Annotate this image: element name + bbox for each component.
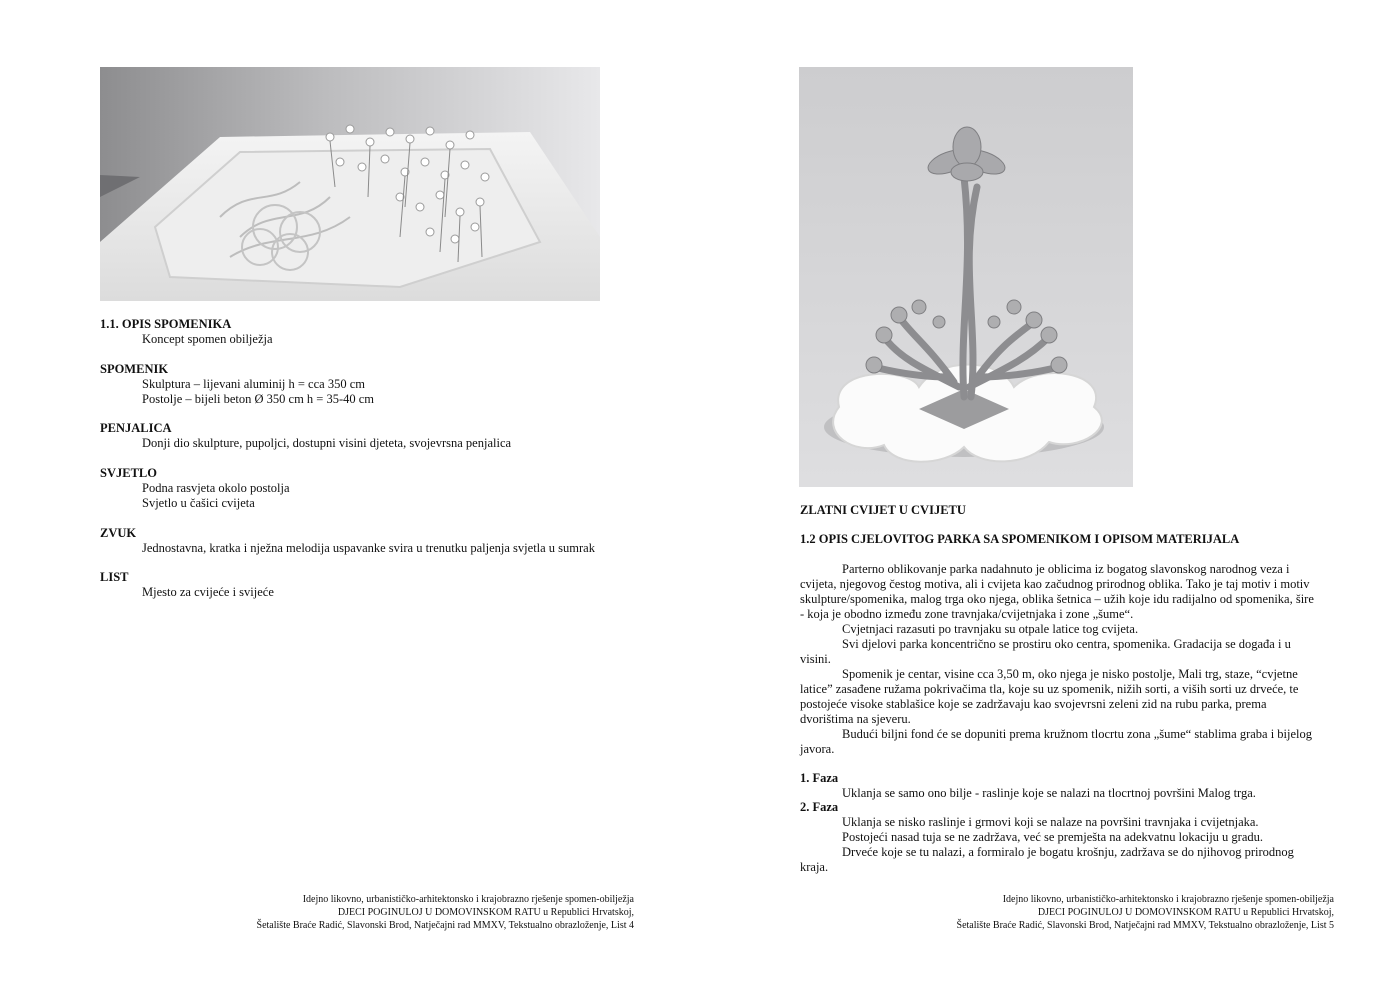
footer-line: Šetalište Braće Radić, Slavonski Brod, Natječajni rad MMXV, Tekstualno obrazloženje, List 4: [256, 920, 634, 931]
paragraph-line: skulpture/spomenika, malog trga oko njega, oblika šetnica – užih koje idu radijalno od spomenika, šire: [800, 592, 1314, 606]
phase-2-line: Uklanja se nisko raslinje i grmovi koji se nalaze na površini travnjaka i cvijetnjaka.: [842, 815, 1259, 829]
zvuk-line: Jednostavna, kratka i nježna melodija uspavanke svira u trenutku paljenja svjetla u sumrak: [142, 541, 595, 555]
paragraph-line: latice” zasađene ružama pokrivačima tla, koje su uz spomenik, nižih sorti, a viših sorti uz drveće, te: [800, 682, 1299, 696]
paragraph-line: dvorištima na sjeveru.: [800, 712, 911, 726]
paragraph-line: Svi djelovi parka koncentrično se prostiru oko centra, spomenika. Gradacija se događa i u: [842, 637, 1291, 651]
paragraph-line: Parterno oblikovanje parka nadahnuto je oblicima iz bogatog slavonskog narodnog veza i: [842, 562, 1290, 576]
footer-line: DJECI POGINULOJ U DOMOVINSKOM RATU u Republici Hrvatskoj,: [1037, 907, 1334, 918]
svjetlo-line: Svjetlo u čašici cvijeta: [142, 496, 255, 510]
footer-line: DJECI POGINULOJ U DOMOVINSKOM RATU u Republici Hrvatskoj,: [337, 907, 634, 918]
phase-2-line: kraja.: [800, 860, 829, 874]
paragraph-line: postojeće visoke stablašice koje se zadržavaju kao svojevrsni zeleni zid na rubu parka, prema: [800, 697, 1267, 711]
section-heading-opis-parka: 1.2 OPIS CJELOVITOG PARKA SA SPOMENIKOM I OPISOM MATERIJALA: [800, 532, 1240, 546]
penjalica-line: Donji dio skulpture, pupoljci, dostupni visini djeteta, svojevrsna penjalica: [142, 436, 512, 450]
concept-subheading: Koncept spomen obilježja: [142, 332, 273, 346]
svjetlo-line: Podna rasvjeta okolo postolja: [142, 481, 290, 495]
spomenik-line: Skulptura – lijevani aluminij h = cca 350 cm: [142, 377, 365, 391]
section-title-penjalica: PENJALICA: [100, 421, 172, 435]
list-line: Mjesto za cvijeće i svijeće: [142, 585, 274, 599]
phase-2-title: 2. Faza: [800, 800, 839, 814]
section-title-spomenik: SPOMENIK: [100, 362, 169, 376]
sculpture-caption: ZLATNI CVIJET U CVIJETU: [800, 503, 966, 517]
paragraph-line: visini.: [800, 652, 831, 666]
paragraph-line: javora.: [800, 742, 835, 756]
section-title-list: LIST: [100, 570, 129, 584]
phase-1-line: Uklanja se samo ono bilje - raslinje koje se nalazi na tlocrtnoj površini Malog trga.: [842, 786, 1256, 800]
spomenik-line: Postolje – bijeli beton Ø 350 cm h = 35-40 cm: [142, 392, 375, 406]
phase-2-line: Drveće koje se tu nalazi, a formiralo je bogatu krošnju, zadržava se do njihovog prirodnog: [842, 845, 1294, 859]
section-title-svjetlo: SVJETLO: [100, 466, 157, 480]
paragraph-line: Cvjetnjaci razasuti po travnjaku su otpale latice tog cvijeta.: [842, 622, 1139, 636]
footer-line: Idejno likovno, urbanističko-arhitektonsko i krajobrazno rješenje spomen-obilježja: [1002, 894, 1334, 905]
paragraph-line: Budući biljni fond će se dopuniti prema kružnom tlocrtu zona „šume“ stablima graba i bijelog: [842, 727, 1313, 741]
phase-1-title: 1. Faza: [800, 771, 839, 785]
park-paragraph: [800, 562, 1340, 757]
sculpture-photo-flower: [799, 67, 1133, 487]
left-page-footer: [257, 893, 634, 932]
footer-line: Idejno likovno, urbanističko-arhitektonsko i krajobrazno rješenje spomen-obilježja: [302, 894, 634, 905]
model-photo-relief: [100, 67, 600, 301]
paragraph-line: Spomenik je centar, visine cca 3,50 m, oko njega je nisko postolje, Mali trg, staze, “cvjetne: [842, 667, 1298, 681]
right-page-footer: [957, 893, 1334, 932]
paragraph-line: - koja je obodno između zone travnjaka/cvijetnjaka i zone „šume“.: [800, 607, 1134, 621]
phase-2-line: Postojeći nasad tuja se ne zadržava, već se premješta na adekvatnu lokaciju u gradu.: [842, 830, 1264, 844]
section-heading-opis-spomenika: 1.1. OPIS SPOMENIKA: [100, 317, 232, 331]
paragraph-line: cvijeta, njegovog čestog motiva, ali i cvijeta kao začudnog prirodnog oblika. Tako je taj motiv i motiv: [800, 577, 1310, 591]
footer-line: Šetalište Braće Radić, Slavonski Brod, Natječajni rad MMXV, Tekstualno obrazloženje, List 5: [956, 920, 1334, 931]
section-title-zvuk: ZVUK: [100, 526, 137, 540]
